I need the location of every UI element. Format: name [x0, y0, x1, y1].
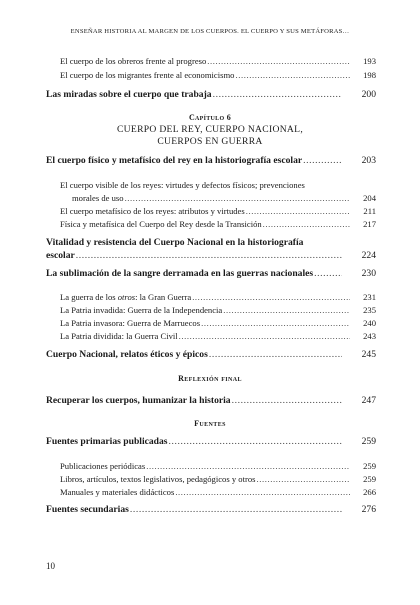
- section-title: La sublimación de la sangre derramada en las guerras nacionales: [46, 268, 314, 279]
- dot-leader: [192, 291, 350, 304]
- chapter-title-line2: CUERPOS EN GUERRA: [157, 136, 263, 147]
- dot-leader: [213, 88, 342, 101]
- toc-section: [46, 267, 376, 280]
- section-page: 276: [361, 504, 376, 515]
- entry-title: El cuerpo de los migrantes frente al economicismo: [60, 70, 235, 80]
- dot-leader: [209, 348, 342, 361]
- section-title: Cuerpo Nacional, relatos éticos y épicos: [46, 349, 208, 360]
- section-title: Fuentes secundarias: [46, 504, 129, 515]
- toc-entry: [60, 205, 376, 218]
- entry-page: 240: [363, 318, 376, 328]
- entry-page: 259: [363, 461, 376, 471]
- dot-leader: [76, 249, 342, 262]
- entry-title-italic: otros: [117, 292, 136, 302]
- toc-entry: [60, 291, 376, 304]
- entry-title-post: : la Gran Guerra: [135, 292, 192, 302]
- entry-page: 235: [363, 305, 376, 315]
- section-page: 203: [361, 155, 376, 166]
- toc-entry: [60, 317, 376, 330]
- entry-title: El cuerpo de los obreros frente al progreso: [60, 56, 207, 66]
- chapter-label: Capítulo 6: [188, 113, 232, 122]
- entry-page: 217: [363, 219, 376, 229]
- toc-entry: [60, 473, 376, 486]
- entry-title-line2: morales de uso: [72, 193, 124, 203]
- dot-leader: [303, 154, 342, 167]
- reflexion-heading: Reflexión final: [178, 374, 242, 383]
- dot-leader: [169, 435, 342, 448]
- entry-page: 231: [363, 292, 376, 302]
- dot-leader: [130, 503, 342, 516]
- entry-title: Física y metafísica del Cuerpo del Rey desde la Transición: [60, 219, 262, 229]
- dot-leader: [125, 192, 350, 205]
- dot-leader: [256, 473, 350, 486]
- section-title-line2: escolar: [46, 250, 75, 261]
- toc-section: [46, 394, 376, 407]
- toc-section: [46, 154, 376, 167]
- entry-page: 243: [363, 331, 376, 341]
- toc-section: [46, 435, 376, 448]
- section-title-line1: Vitalidad y resistencia del Cuerpo Nacional en la historiografía: [46, 237, 304, 248]
- dot-leader: [263, 218, 350, 231]
- toc-entry: [72, 192, 376, 205]
- toc-entry: [60, 69, 376, 82]
- dot-leader: [223, 304, 350, 317]
- section-title: Recuperar los cuerpos, humanizar la historia: [46, 395, 231, 406]
- entry-title: Manuales y materiales didácticos: [60, 487, 175, 497]
- dot-leader: [175, 486, 350, 499]
- section-title: El cuerpo físico y metafísico del rey en la historiografía escolar: [46, 155, 303, 166]
- toc-section: [46, 88, 376, 101]
- entry-title: Libros, artículos, textos legislativos, pedagógicos y otros: [60, 474, 256, 484]
- dot-leader: [179, 330, 350, 343]
- toc-section: [46, 348, 376, 361]
- entry-title: La Patria invasora: Guerra de Marruecos: [60, 318, 201, 328]
- toc-section: [46, 503, 376, 516]
- dot-leader: [201, 317, 350, 330]
- section-page: 200: [361, 89, 376, 100]
- section-title: Fuentes primarias publicadas: [46, 436, 168, 447]
- entry-title-line1: El cuerpo visible de los reyes: virtudes y defectos físicos; prevenciones: [60, 180, 305, 190]
- dot-leader: [207, 55, 350, 68]
- dot-leader: [314, 267, 342, 280]
- dot-leader: [235, 69, 350, 82]
- running-header: ENSEÑAR HISTORIA AL MARGEN DE LOS CUERPOS. EL CUERPO Y SUS METÁFORAS…: [70, 28, 350, 35]
- entry-title: La Patria invadida: Guerra de la Independencia: [60, 305, 223, 315]
- section-page: 224: [361, 250, 376, 261]
- fuentes-heading: Fuentes: [194, 419, 226, 428]
- page-number: 10: [46, 561, 55, 571]
- entry-page: 204: [363, 193, 376, 203]
- toc-entry: [60, 330, 376, 343]
- entry-page: 198: [363, 70, 376, 80]
- toc-entry: [60, 55, 376, 68]
- entry-title: [60, 291, 191, 304]
- toc-entry: [60, 218, 376, 231]
- dot-leader: [246, 205, 350, 218]
- toc-entry: [60, 486, 376, 499]
- entry-page: 211: [363, 206, 376, 216]
- dot-leader: [146, 460, 350, 473]
- toc-section: [46, 249, 376, 262]
- entry-title: El cuerpo metafísico de los reyes: atributos y virtudes: [60, 206, 245, 216]
- entry-title-pre: La guerra de los: [60, 292, 118, 302]
- entry-page: 193: [363, 56, 376, 66]
- dot-leader: [232, 394, 342, 407]
- chapter-title-line1: CUERPO DEL REY, CUERPO NACIONAL,: [116, 124, 304, 135]
- toc-entry: [60, 304, 376, 317]
- entry-page: 259: [363, 474, 376, 484]
- entry-title: Publicaciones periódicas: [60, 461, 146, 471]
- toc-entry: [60, 460, 376, 473]
- section-title: Las miradas sobre el cuerpo que trabaja: [46, 89, 212, 100]
- entry-page: 266: [363, 487, 376, 497]
- section-page: 259: [361, 436, 376, 447]
- section-page: 245: [361, 349, 376, 360]
- section-page: 230: [361, 268, 376, 279]
- section-page: 247: [361, 395, 376, 406]
- entry-title: La Patria dividida: la Guerra Civil: [60, 331, 178, 341]
